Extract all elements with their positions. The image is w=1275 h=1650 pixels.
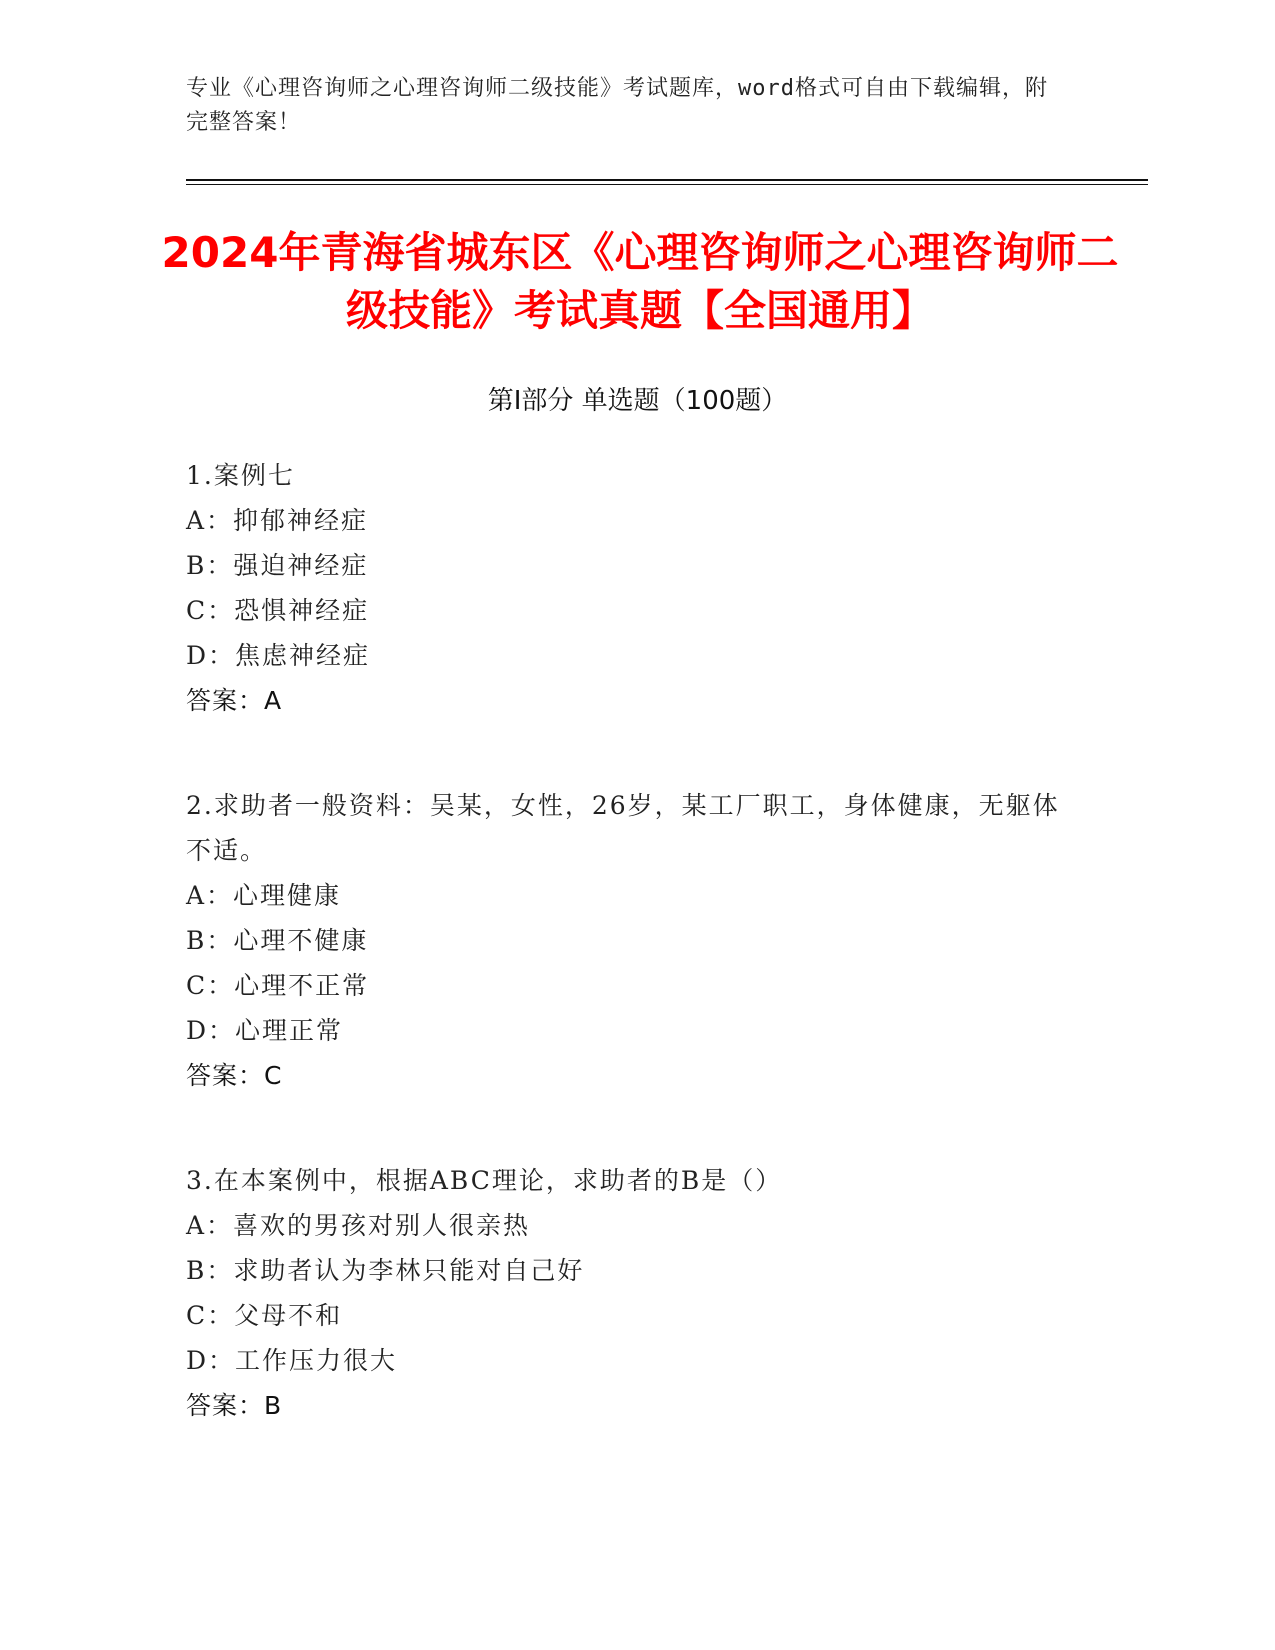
answer: 答案：A <box>186 686 283 715</box>
option-d: D：工作压力很大 <box>186 1346 398 1375</box>
option-c: C：父母不和 <box>186 1301 343 1330</box>
option-c: C：恐惧神经症 <box>186 596 370 625</box>
option-a: A：抑郁神经症 <box>186 506 369 535</box>
document-title: 2024年青海省城东区《心理咨询师之心理咨询师二级技能》考试真题【全国通用】 <box>161 228 1119 335</box>
option-a: A：心理健康 <box>186 881 342 910</box>
option-b: B：求助者认为李林只能对自己好 <box>186 1256 585 1285</box>
option-a: A：喜欢的男孩对别人很亲热 <box>186 1211 531 1240</box>
option-b: B：心理不健康 <box>186 926 369 955</box>
header-rule-thick <box>186 179 1148 181</box>
question-stem: 2.求助者一般资料：吴某，女性，26岁，某工厂职工，身体健康，无躯体不适。 <box>186 791 1060 865</box>
question-stem: 3.在本案例中，根据ABC理论，求助者的B是（） <box>186 1166 783 1195</box>
question-stem: 1.案例七 <box>186 461 295 490</box>
header-rule-thin <box>186 184 1148 185</box>
section-heading: 第I部分 单选题（100题） <box>487 386 788 416</box>
answer: 答案：C <box>186 1061 283 1090</box>
option-d: D：焦虑神经症 <box>186 641 371 670</box>
option-d: D：心理正常 <box>186 1016 344 1045</box>
question-1 <box>186 453 1066 723</box>
header-note: 专业《心理咨询师之心理咨询师二级技能》考试题库，word格式可自由下载编辑，附完整答案！ <box>186 76 1048 135</box>
option-c: C：心理不正常 <box>186 971 370 1000</box>
option-b: B：强迫神经症 <box>186 551 369 580</box>
question-2 <box>186 783 1066 1098</box>
question-3 <box>186 1158 1066 1428</box>
answer: 答案：B <box>186 1391 283 1420</box>
